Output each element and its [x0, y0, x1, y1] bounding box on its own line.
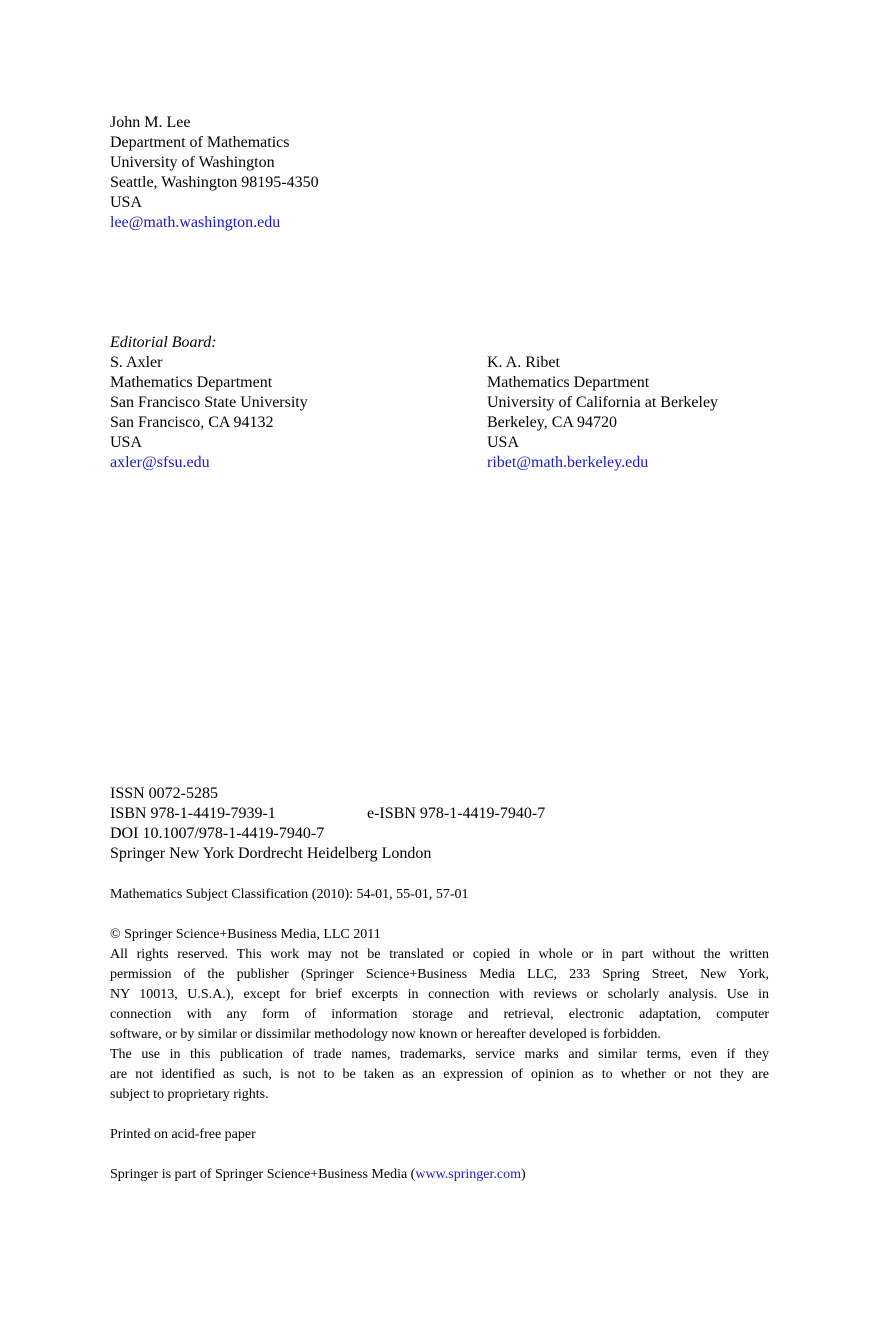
- editor-department: Mathematics Department: [487, 374, 650, 391]
- editor-department: Mathematics Department: [110, 374, 273, 391]
- springer-website-link[interactable]: www.springer.com: [415, 1167, 521, 1182]
- author-department: Department of Mathematics: [110, 134, 290, 151]
- author-country: USA: [110, 194, 143, 211]
- editor-city: Berkeley, CA 94720: [487, 414, 618, 431]
- editor-email-link[interactable]: ribet@math.berkeley.edu: [487, 454, 649, 471]
- author-city: Seattle, Washington 98195-4350: [110, 174, 319, 191]
- author-block: [110, 113, 319, 233]
- copyright-line: NY 10013, U.S.A.), except for brief excerpts in connection with reviews or scholarly analysis. Use in: [110, 987, 769, 1002]
- copyright-line: software, or by similar or dissimilar methodology now known or hereafter developed is forbidden.: [110, 1027, 661, 1042]
- isbn-row: [110, 804, 546, 824]
- publication-block: [110, 784, 546, 864]
- author-email-link[interactable]: lee@math.washington.edu: [110, 214, 281, 231]
- copyright-line: permission of the publisher (Springer Science+Business Media LLC, 233 Spring Street, New York,: [110, 967, 769, 982]
- copyright-notice: © Springer Science+Business Media, LLC 2011: [110, 927, 381, 942]
- doi: DOI 10.1007/978-1-4419-7940-7: [110, 825, 325, 842]
- issn: ISSN 0072-5285: [110, 785, 219, 802]
- springer-note: [110, 1165, 526, 1185]
- editor-university: University of California at Berkeley: [487, 394, 719, 411]
- publisher-cities: Springer New York Dordrecht Heidelberg London: [110, 845, 432, 862]
- springer-note-suffix: ): [520, 1167, 526, 1182]
- editor-university: San Francisco State University: [110, 394, 308, 411]
- editor-city: San Francisco, CA 94132: [110, 414, 274, 431]
- editorial-board-left: [110, 333, 308, 473]
- paper-note: Printed on acid-free paper: [110, 1127, 256, 1142]
- isbn: ISBN 978-1-4419-7939-1: [110, 805, 276, 822]
- eisbn: e-ISBN 978-1-4419-7940-7: [367, 805, 546, 822]
- subject-classification: Mathematics Subject Classification (2010): 54-01, 55-01, 57-01: [110, 887, 469, 902]
- copyright-block: [110, 925, 769, 1105]
- copyright-line: are not identified as such, is not to be taken as an expression of opinion as to whether or not they are: [110, 1067, 769, 1082]
- editor-country: USA: [110, 434, 143, 451]
- copyright-line: The use in this publication of trade names, trademarks, service marks and similar terms, even if they: [110, 1047, 769, 1062]
- editor-name: K. A. Ribet: [487, 354, 560, 371]
- editor-country: USA: [487, 434, 520, 451]
- author-university: University of Washington: [110, 154, 275, 171]
- author-name: John M. Lee: [110, 114, 191, 131]
- editorial-board-heading: Editorial Board:: [110, 334, 217, 351]
- springer-note-prefix: Springer is part of Springer Science+Business Media (: [110, 1167, 416, 1182]
- editorial-board-right: [487, 353, 718, 473]
- editor-email-link[interactable]: axler@sfsu.edu: [110, 454, 210, 471]
- editor-name: S. Axler: [110, 354, 163, 371]
- copyright-line: subject to proprietary rights.: [110, 1087, 269, 1102]
- copyright-line: All rights reserved. This work may not be translated or copied in whole or in part without the written: [110, 947, 769, 962]
- copyright-line: connection with any form of information storage and retrieval, electronic adaptation, computer: [110, 1007, 769, 1022]
